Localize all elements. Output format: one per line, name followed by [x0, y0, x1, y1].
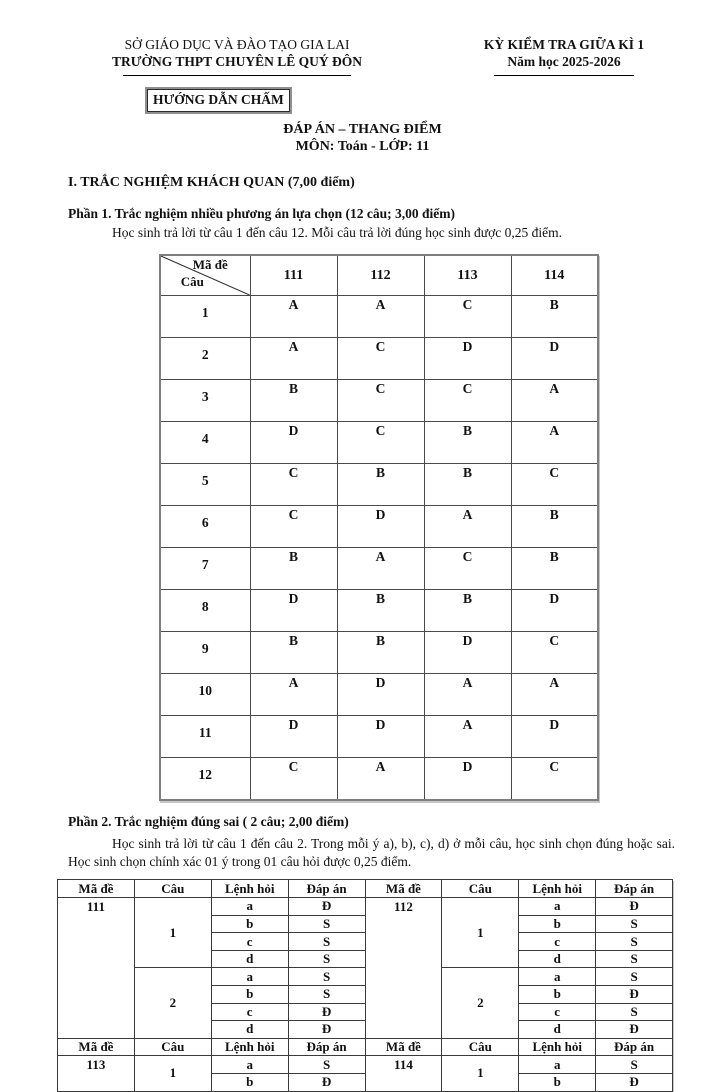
- answer-cell: S: [288, 933, 365, 951]
- table-row: [160, 296, 598, 338]
- question-number-cell: 2: [160, 338, 250, 380]
- table-row: [160, 674, 598, 716]
- underline-rule: [494, 75, 634, 76]
- question-number-cell: 6: [160, 506, 250, 548]
- prompt-cell: a: [519, 1056, 596, 1074]
- answer-cell: A: [511, 380, 598, 422]
- answer-cell: C: [511, 758, 598, 801]
- question-number-cell: 7: [160, 548, 250, 590]
- prompt-cell: a: [519, 968, 596, 986]
- title-block: [0, 121, 725, 157]
- exam-code-cell: 114: [365, 1056, 442, 1091]
- answer-cell: D: [337, 716, 424, 758]
- corner-label-ma-de: Mã đề: [192, 257, 228, 273]
- prompt-cell: c: [211, 933, 288, 951]
- answer-cell: B: [337, 590, 424, 632]
- prompt-cell: a: [211, 1056, 288, 1074]
- answer-cell: A: [511, 674, 598, 716]
- answer-cell: Đ: [596, 1073, 673, 1091]
- answer-cell: S: [596, 950, 673, 968]
- header-cell-ma-de: Mã đề: [58, 1038, 135, 1056]
- answer-cell: S: [596, 968, 673, 986]
- true-false-answer-table: [57, 879, 673, 1091]
- answer-cell: A: [424, 506, 511, 548]
- table-row: [160, 380, 598, 422]
- question-number-cell: 10: [160, 674, 250, 716]
- answer-cell: D: [250, 716, 337, 758]
- prompt-cell: b: [211, 915, 288, 933]
- department-name: SỞ GIÁO DỤC VÀ ĐÀO TẠO GIA LAI: [124, 37, 350, 52]
- answer-key-title: ĐÁP ÁN – THANG ĐIỂM: [283, 121, 442, 137]
- prompt-cell: c: [519, 933, 596, 951]
- header-cell-ma-de: Mã đề: [58, 880, 135, 898]
- header-cell-lenh-hoi: Lệnh hỏi: [519, 1038, 596, 1056]
- question-number-cell: 12: [160, 758, 250, 801]
- prompt-cell: c: [211, 1003, 288, 1021]
- section-1-heading: I. TRẮC NGHIỆM KHÁCH QUAN (7,00 điểm): [68, 175, 355, 191]
- answer-cell: C: [424, 296, 511, 338]
- answer-cell: C: [337, 422, 424, 464]
- answer-cell: A: [250, 674, 337, 716]
- table-row: [160, 422, 598, 464]
- question-number-cell: 1: [442, 1056, 519, 1091]
- prompt-cell: b: [211, 1073, 288, 1091]
- table-row: [58, 898, 673, 916]
- prompt-cell: b: [519, 986, 596, 1004]
- answer-cell: C: [424, 380, 511, 422]
- corner-cell: [160, 255, 250, 296]
- table-row: [160, 338, 598, 380]
- table-row: [160, 632, 598, 674]
- header-cell-cau: Câu: [134, 880, 211, 898]
- answer-cell: B: [511, 548, 598, 590]
- question-number-cell: 8: [160, 590, 250, 632]
- answer-cell: D: [511, 338, 598, 380]
- question-number-cell: 1: [134, 898, 211, 968]
- question-number-cell: 1: [160, 296, 250, 338]
- table-row: [160, 548, 598, 590]
- answer-cell: D: [511, 716, 598, 758]
- question-number-cell: 4: [160, 422, 250, 464]
- answer-cell: Đ: [596, 986, 673, 1004]
- question-number-cell: 1: [134, 1056, 211, 1091]
- answer-cell: B: [250, 380, 337, 422]
- exam-code-cell: 112: [365, 898, 442, 1039]
- header-cell-ma-de: Mã đề: [365, 1038, 442, 1056]
- answer-cell: Đ: [596, 898, 673, 916]
- prompt-cell: a: [211, 968, 288, 986]
- question-number-cell: 9: [160, 632, 250, 674]
- answer-cell: B: [250, 548, 337, 590]
- answer-cell: C: [424, 548, 511, 590]
- exam-code-header: 113: [424, 255, 511, 296]
- question-number-cell: 3: [160, 380, 250, 422]
- answer-cell: D: [337, 674, 424, 716]
- header-cell-ma-de: Mã đề: [365, 880, 442, 898]
- question-number-cell: 1: [442, 898, 519, 968]
- answer-cell: D: [250, 422, 337, 464]
- header-cell-dap-an: Đáp án: [596, 1038, 673, 1056]
- answer-cell: D: [337, 506, 424, 548]
- table-row: [58, 1056, 673, 1074]
- part-1-note: Học sinh trả lời từ câu 1 đến câu 12. Mỗi câu trả lời đúng học sinh được 0,25 điểm.: [112, 225, 562, 241]
- question-number-cell: 11: [160, 716, 250, 758]
- table-header-row: [160, 255, 598, 296]
- answer-cell: B: [424, 464, 511, 506]
- answer-cell: C: [511, 464, 598, 506]
- answer-cell: B: [337, 632, 424, 674]
- prompt-cell: a: [211, 898, 288, 916]
- question-number-cell: 2: [134, 968, 211, 1038]
- prompt-cell: b: [519, 1073, 596, 1091]
- header-cell-dap-an: Đáp án: [288, 1038, 365, 1056]
- header-cell-dap-an: Đáp án: [288, 880, 365, 898]
- answer-cell: S: [288, 968, 365, 986]
- answer-cell: S: [596, 915, 673, 933]
- prompt-cell: d: [519, 950, 596, 968]
- answer-cell: D: [511, 590, 598, 632]
- answer-cell: A: [337, 758, 424, 801]
- answer-cell: B: [511, 296, 598, 338]
- answer-cell: A: [337, 548, 424, 590]
- grading-guide-wrapper: [147, 89, 725, 112]
- answer-cell: C: [250, 464, 337, 506]
- mcq-answer-table: [159, 254, 599, 801]
- answer-cell: Đ: [288, 1003, 365, 1021]
- exam-header-block: [435, 36, 693, 76]
- header-cell-lenh-hoi: Lệnh hỏi: [211, 880, 288, 898]
- prompt-cell: c: [519, 1003, 596, 1021]
- exam-code-cell: 113: [58, 1056, 135, 1091]
- prompt-cell: d: [211, 1021, 288, 1039]
- answer-cell: Đ: [288, 1021, 365, 1039]
- prompt-cell: b: [519, 915, 596, 933]
- answer-cell: C: [511, 632, 598, 674]
- answer-cell: S: [288, 986, 365, 1004]
- header-cell-cau: Câu: [442, 880, 519, 898]
- document-header: [0, 0, 725, 76]
- answer-cell: B: [424, 590, 511, 632]
- header-cell-dap-an: Đáp án: [596, 880, 673, 898]
- answer-cell: D: [250, 590, 337, 632]
- answer-cell: C: [337, 380, 424, 422]
- grading-guide-box: HƯỚNG DẪN CHẤM: [147, 89, 290, 112]
- part-1-heading: Phần 1. Trắc nghiệm nhiều phương án lựa chọn (12 câu; 3,00 điểm): [68, 206, 455, 222]
- underline-rule: [123, 75, 351, 76]
- exam-code-cell: 111: [58, 898, 135, 1039]
- answer-cell: A: [337, 296, 424, 338]
- answer-cell: C: [250, 758, 337, 801]
- table-row: [160, 758, 598, 801]
- answer-cell: S: [596, 933, 673, 951]
- answer-cell: A: [511, 422, 598, 464]
- answer-cell: A: [250, 296, 337, 338]
- corner-label-cau: Câu: [180, 273, 204, 289]
- school-year: Năm học 2025-2026: [507, 54, 621, 70]
- answer-cell: D: [424, 632, 511, 674]
- header-cell-lenh-hoi: Lệnh hỏi: [211, 1038, 288, 1056]
- answer-cell: S: [596, 1056, 673, 1074]
- prompt-cell: a: [519, 898, 596, 916]
- answer-cell: A: [250, 338, 337, 380]
- answer-cell: A: [424, 716, 511, 758]
- subject-grade-title: MÔN: Toán - LỚP: 11: [295, 139, 430, 155]
- answer-cell: A: [424, 674, 511, 716]
- answer-cell: C: [337, 338, 424, 380]
- answer-cell: Đ: [288, 1073, 365, 1091]
- answer-cell: D: [424, 758, 511, 801]
- school-header-block: [72, 36, 402, 76]
- answer-cell: S: [596, 1003, 673, 1021]
- answer-cell: B: [511, 506, 598, 548]
- table-row: [160, 590, 598, 632]
- answer-cell: Đ: [596, 1021, 673, 1039]
- question-number-cell: 5: [160, 464, 250, 506]
- header-cell-lenh-hoi: Lệnh hỏi: [519, 880, 596, 898]
- school-name: TRƯỜNG THPT CHUYÊN LÊ QUÝ ĐÔN: [112, 54, 362, 70]
- table-row: [160, 716, 598, 758]
- answer-cell: S: [288, 950, 365, 968]
- answer-cell: S: [288, 915, 365, 933]
- answer-cell: B: [337, 464, 424, 506]
- answer-cell: B: [424, 422, 511, 464]
- prompt-cell: d: [519, 1021, 596, 1039]
- answer-cell: C: [250, 506, 337, 548]
- prompt-cell: b: [211, 986, 288, 1004]
- answer-cell: Đ: [288, 898, 365, 916]
- header-cell-cau: Câu: [134, 1038, 211, 1056]
- table-header-row: [58, 880, 673, 898]
- table-row: [160, 464, 598, 506]
- exam-title: KỲ KIỂM TRA GIỮA KÌ 1: [483, 37, 645, 52]
- part-2-heading: Phần 2. Trắc nghiệm đúng sai ( 2 câu; 2,00 điểm): [68, 814, 349, 830]
- prompt-cell: d: [211, 950, 288, 968]
- answer-cell: B: [250, 632, 337, 674]
- answer-cell: D: [424, 338, 511, 380]
- exam-code-header: 114: [511, 255, 598, 296]
- table-row: [160, 506, 598, 548]
- answer-cell: S: [288, 1056, 365, 1074]
- exam-code-header: 111: [250, 255, 337, 296]
- exam-code-header: 112: [337, 255, 424, 296]
- question-number-cell: 2: [442, 968, 519, 1038]
- table-header-row: [58, 1038, 673, 1056]
- part-2-note: Học sinh trả lời từ câu 1 đến câu 2. Trong mỗi ý a), b), c), d) ở mỗi câu, học sinh chọn đúng hoặc sai. Học sinh chọn chính xác 01 ý trong 01 câu hỏi được 0,25 điểm.: [68, 836, 675, 869]
- header-cell-cau: Câu: [442, 1038, 519, 1056]
